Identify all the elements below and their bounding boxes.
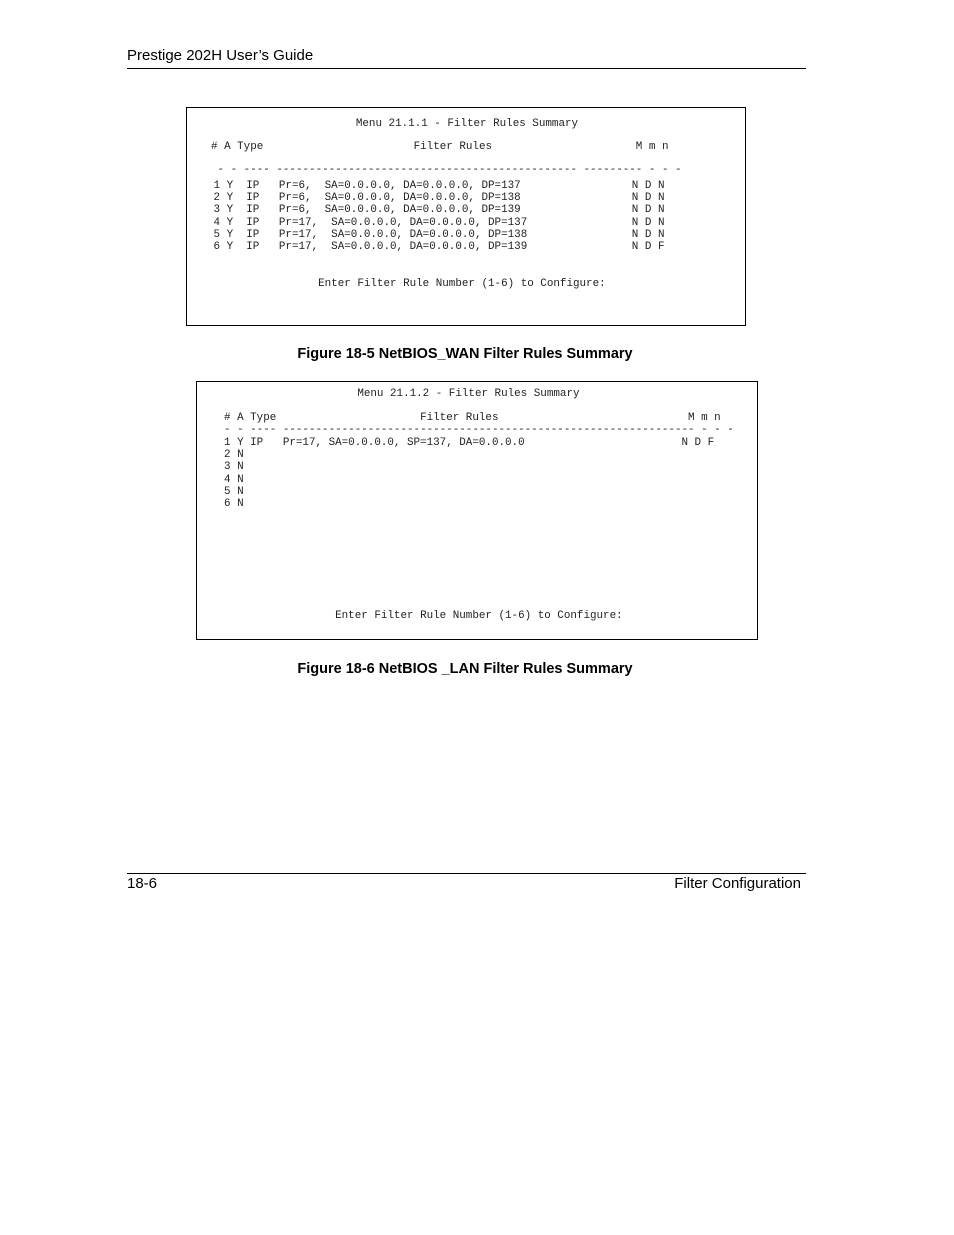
separator-line: - - ---- --------------------------------------------------------------- - - - <box>224 424 734 436</box>
page-header-title: Prestige 202H User’s Guide <box>127 47 314 64</box>
wan-filter-summary-screen <box>186 107 746 326</box>
section-name: Filter Configuration <box>674 875 801 892</box>
rule-row: 3 Y IP Pr=6, SA=0.0.0.0, DA=0.0.0.0, DP=139 N D N <box>207 204 665 216</box>
rule-row: 6 N <box>224 498 244 510</box>
rule-row: 1 Y IP Pr=6, SA=0.0.0.0, DA=0.0.0.0, DP=137 N D N <box>207 180 665 192</box>
figure-caption: Figure 18-6 NetBIOS _LAN Filter Rules Summary <box>297 661 633 677</box>
rule-row: 2 N <box>224 449 244 461</box>
lan-filter-summary-screen <box>196 381 758 640</box>
menu-title: Menu 21.1.1 - Filter Rules Summary <box>199 118 579 130</box>
rule-row: 6 Y IP Pr=17, SA=0.0.0.0, DA=0.0.0.0, DP=139 N D F <box>207 241 665 253</box>
header-rule <box>127 68 806 69</box>
rule-row: 2 Y IP Pr=6, SA=0.0.0.0, DA=0.0.0.0, DP=138 N D N <box>207 192 665 204</box>
rule-row: 4 Y IP Pr=17, SA=0.0.0.0, DA=0.0.0.0, DP=137 N D N <box>207 217 665 229</box>
configure-prompt: Enter Filter Rule Number (1-6) to Configure: <box>224 610 623 622</box>
rule-row: 1 Y IP Pr=17, SA=0.0.0.0, SP=137, DA=0.0.0.0 N D F <box>224 437 715 449</box>
column-headers: # A Type Filter Rules M m n <box>224 412 721 424</box>
column-headers: # A Type Filter Rules M m n <box>211 141 669 153</box>
rule-row: 4 N <box>224 474 244 486</box>
page-number: 18-6 <box>127 875 158 892</box>
figure-caption: Figure 18-5 NetBIOS_WAN Filter Rules Summary <box>297 346 633 362</box>
separator-line: - - ---- ---------------------------------------------- --------- - - - <box>211 164 682 176</box>
footer-rule <box>127 873 806 874</box>
rule-row: 3 N <box>224 461 244 473</box>
rule-row: 5 Y IP Pr=17, SA=0.0.0.0, DA=0.0.0.0, DP=138 N D N <box>207 229 665 241</box>
menu-title: Menu 21.1.2 - Filter Rules Summary <box>207 388 580 400</box>
rule-row: 5 N <box>224 486 244 498</box>
configure-prompt: Enter Filter Rule Number (1-6) to Configure: <box>207 278 606 290</box>
